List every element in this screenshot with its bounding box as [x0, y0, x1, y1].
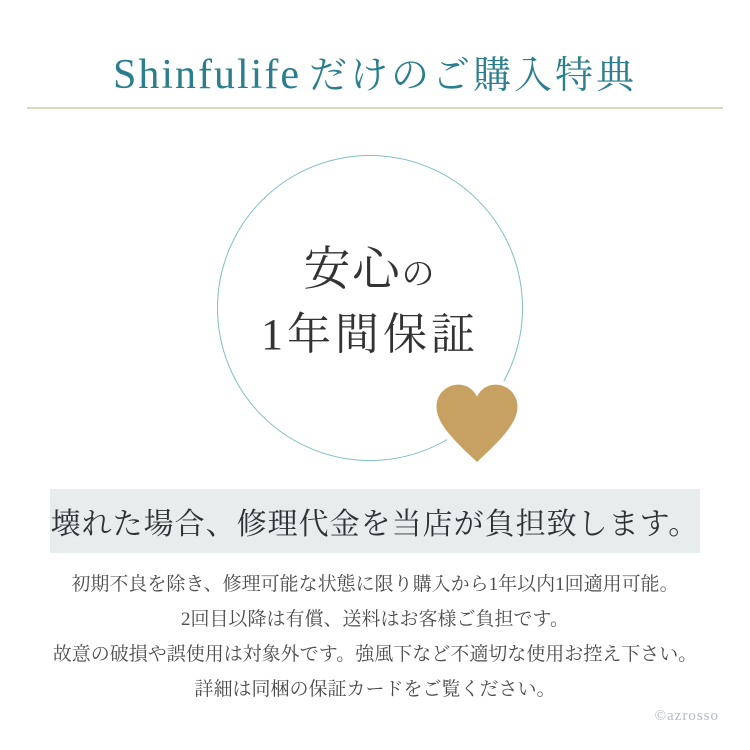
- warranty-statement-banner: [50, 489, 700, 553]
- brand-name: Shinfulife: [113, 52, 301, 98]
- badge-line-2: 1年間保証: [261, 310, 479, 359]
- heart-icon: [431, 381, 523, 473]
- note-line: 初期不良を除き、修理可能な状態に限り購入から1年以内1回適用可能。: [71, 574, 679, 595]
- badge-line-1: [217, 244, 523, 301]
- badge-emphasis: 安心: [303, 244, 402, 296]
- copyright-watermark: ©azrosso: [654, 708, 719, 724]
- page-title: [0, 44, 750, 99]
- title-suffix: だけのご購入特典: [308, 55, 637, 97]
- warranty-badge-text: [217, 244, 523, 359]
- note-line: 2回目以降は有償、送料はお客様ご負担です。: [181, 609, 569, 630]
- warranty-notes: [0, 567, 750, 707]
- title-divider: [27, 107, 723, 109]
- note-line: 詳細は同梱の保証カードをご覧ください。: [194, 679, 556, 700]
- note-line: 故意の破損や誤使用は対象外です。強風下など不適切な使用お控え下さい。: [52, 644, 698, 665]
- badge-particle: の: [401, 257, 437, 293]
- warranty-statement: 壊れた場合、修理代金を当店が負担致します。: [50, 508, 700, 541]
